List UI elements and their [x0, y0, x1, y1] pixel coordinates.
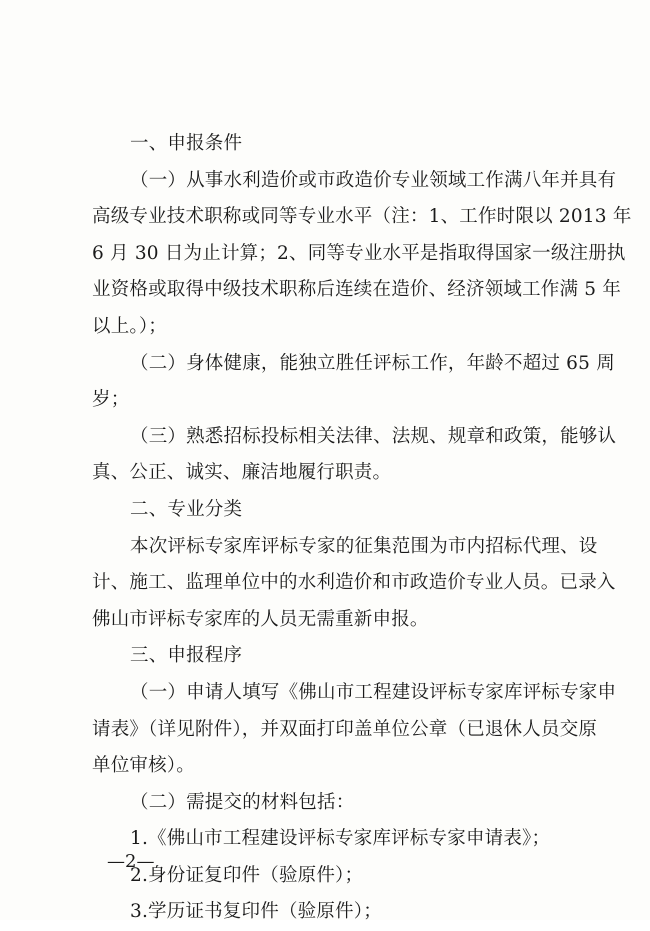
text-line: 2.身份证复印件（验原件）； [130, 864, 364, 886]
text-line: 三、申报程序 [130, 645, 243, 667]
text-line: 真、公正、诚实、廉洁地履行职责。 [92, 462, 392, 484]
text-line: 6 月 30 日为止计算；2、同等专业水平是指取得国家一级注册执 [92, 242, 626, 264]
page-number: —2— [107, 851, 155, 872]
text-line: （三）熟悉招标投标相关法律、法规、规章和政策，能够认 [130, 425, 617, 447]
text-line: 二、专业分类 [130, 498, 243, 520]
text-line: 1.《佛山市工程建设评标专家库评标专家申请表》； [130, 828, 551, 850]
document-body [92, 126, 632, 931]
text-line: 一、申报条件 [130, 133, 243, 154]
text-line: 请表》（详见附件），并双面打印盖单位公章（已退休人员交原 [92, 718, 598, 740]
text-line: 高级专业技术职称或同等专业水平（注：1、工作时限以 2013 年 [92, 206, 632, 228]
text-line: （二）需提交的材料包括： [130, 791, 355, 813]
text-line: 岁； [92, 389, 130, 411]
text-line: 计、施工、监理单位中的水利造价和市政造价专业人员。已录入 [92, 572, 616, 594]
text-line: 业资格或取得中级技术职称后连续在造价、经济领域工作满 5 年 [92, 279, 622, 301]
text-line: （一）申请人填写《佛山市工程建设评标专家库评标专家申 [130, 681, 617, 703]
text-line: 单位审核）。 [92, 755, 195, 777]
text-line: 佛山市评标专家库的人员无需重新申报。 [92, 608, 429, 630]
text-line: 以上。）； [92, 315, 168, 337]
text-line: 本次评标专家库评标专家的征集范围为市内招标代理、设 [130, 535, 598, 557]
text-line: （二）身体健康，能独立胜任评标工作，年龄不超过 65 周 [130, 352, 615, 374]
text-line: 3.学历证书复印件（验原件）； [130, 901, 382, 923]
text-line: （一）从事水利造价或市政造价专业领域工作满八年并具有 [130, 169, 617, 191]
